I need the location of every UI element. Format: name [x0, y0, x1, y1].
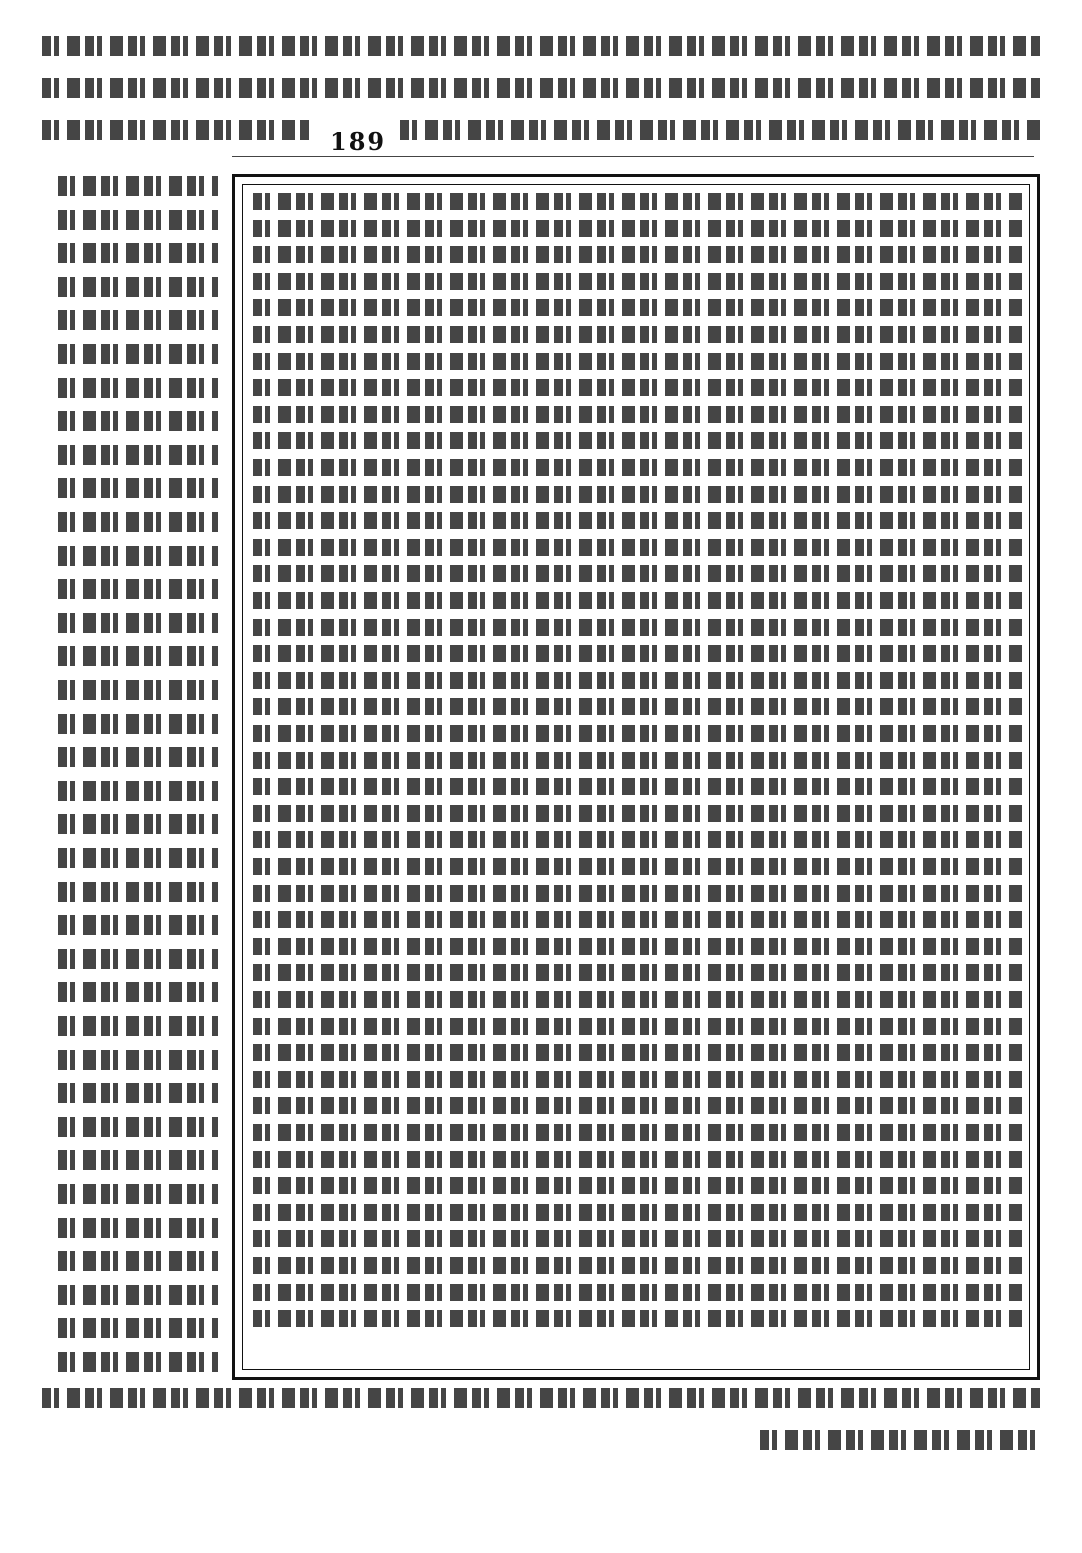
main-text-line	[253, 1230, 1027, 1247]
margin-line	[58, 243, 218, 263]
margin-line	[58, 915, 218, 935]
main-text-line	[253, 379, 1027, 396]
margin-line	[58, 680, 218, 700]
margin-line	[58, 176, 218, 196]
margin-line	[58, 546, 218, 566]
main-text-body	[242, 184, 1030, 1370]
main-text-line	[253, 1310, 1027, 1327]
margin-line	[58, 1083, 218, 1103]
main-text-line	[253, 326, 1027, 343]
main-text-line	[253, 1071, 1027, 1088]
margin-line	[58, 646, 218, 666]
main-text-line	[253, 432, 1027, 449]
margin-line	[58, 848, 218, 868]
footer-line	[760, 1430, 1042, 1450]
main-text-line	[253, 1097, 1027, 1114]
margin-line	[58, 982, 218, 1002]
margin-line	[58, 411, 218, 431]
main-text-line	[253, 1044, 1027, 1061]
margin-line	[58, 1150, 218, 1170]
margin-line	[58, 1218, 218, 1238]
margin-line	[58, 1050, 218, 1070]
main-text-line	[253, 459, 1027, 476]
margin-line	[58, 814, 218, 834]
main-text-line	[253, 991, 1027, 1008]
main-text-line	[253, 964, 1027, 981]
main-text-line	[253, 193, 1027, 210]
main-text-line	[253, 486, 1027, 503]
main-text-line	[253, 353, 1027, 370]
main-text-line	[253, 539, 1027, 556]
main-text-line	[253, 698, 1027, 715]
margin-line	[58, 210, 218, 230]
main-text-line	[253, 885, 1027, 902]
main-text-frame	[232, 174, 1040, 1380]
main-text-line	[253, 1257, 1027, 1274]
margin-line	[58, 478, 218, 498]
margin-line	[58, 310, 218, 330]
main-text-line	[253, 619, 1027, 636]
main-text-line	[253, 778, 1027, 795]
main-text-line	[253, 831, 1027, 848]
margin-line	[58, 344, 218, 364]
main-text-line	[253, 1124, 1027, 1141]
main-text-line	[253, 1177, 1027, 1194]
main-text-line	[253, 299, 1027, 316]
margin-line	[58, 1318, 218, 1338]
margin-line	[58, 1251, 218, 1271]
main-text-line	[253, 805, 1027, 822]
main-text-line	[253, 1204, 1027, 1221]
main-text-line	[253, 911, 1027, 928]
footer-line	[42, 1388, 1042, 1408]
margin-line	[58, 613, 218, 633]
main-text-line	[253, 592, 1027, 609]
margin-line	[58, 1117, 218, 1137]
header-rule	[232, 156, 1034, 157]
margin-line	[58, 949, 218, 969]
main-text-line	[253, 565, 1027, 582]
main-text-line	[253, 220, 1027, 237]
main-text-line	[253, 858, 1027, 875]
margin-line	[58, 714, 218, 734]
margin-line	[58, 747, 218, 767]
main-text-line	[253, 246, 1027, 263]
main-text-line	[253, 1284, 1027, 1301]
margin-line	[58, 1016, 218, 1036]
margin-line	[58, 445, 218, 465]
margin-line	[58, 378, 218, 398]
page-number: 189	[330, 127, 387, 156]
margin-line	[58, 882, 218, 902]
margin-line	[58, 1352, 218, 1372]
margin-line	[58, 579, 218, 599]
main-text-line	[253, 512, 1027, 529]
margin-line	[58, 1285, 218, 1305]
main-text-line	[253, 1151, 1027, 1168]
margin-line	[58, 781, 218, 801]
main-text-line	[253, 752, 1027, 769]
header-line-left	[42, 120, 312, 140]
margin-line	[58, 1184, 218, 1204]
main-text-line	[253, 406, 1027, 423]
header-line	[400, 120, 1042, 140]
margin-line	[58, 512, 218, 532]
main-text-line	[253, 938, 1027, 955]
margin-line	[58, 277, 218, 297]
header-line	[42, 78, 1042, 98]
main-text-line	[253, 672, 1027, 689]
main-text-line	[253, 273, 1027, 290]
main-text-line	[253, 645, 1027, 662]
main-text-line	[253, 725, 1027, 742]
main-text-line	[253, 1018, 1027, 1035]
header-line	[42, 36, 1042, 56]
